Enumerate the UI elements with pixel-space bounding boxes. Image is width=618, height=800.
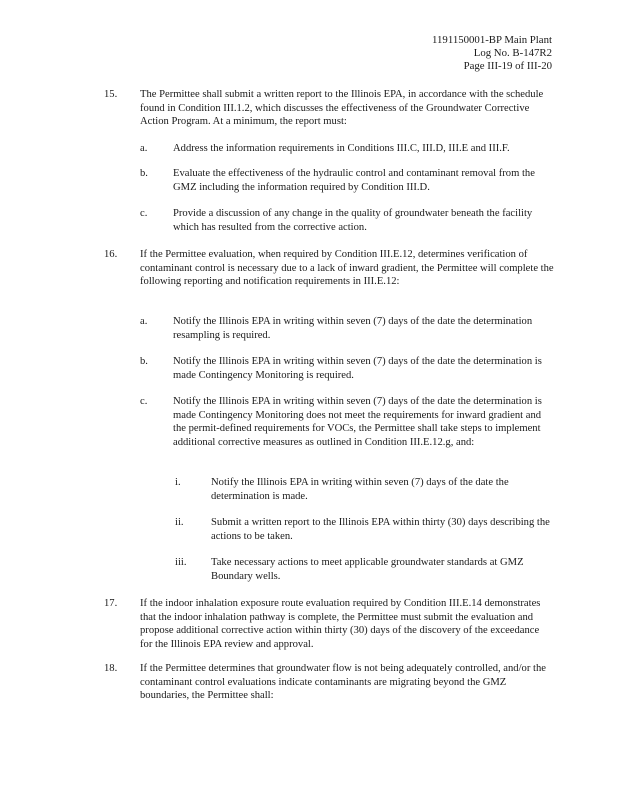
- subitem-label: a.: [140, 143, 148, 154]
- subitem-text: Provide a discussion of any change in the quality of groundwater beneath the facility which has resulted from the corrective action.: [173, 208, 533, 233]
- item-number: 17.: [104, 598, 118, 609]
- page-header: [432, 34, 552, 73]
- subitem-text: Evaluate the effectiveness of the hydraulic control and contaminant removal from the GMZ including the information required by Condition III.D.: [173, 168, 535, 193]
- item-text: The Permittee shall submit a written report to the Illinois EPA, in accordance with the schedule found in Condition III.1.2, which discusses the effectiveness of the Groundwater Corrective Action Program. At a minimum, the report must:: [140, 89, 544, 128]
- subsubitem-text: Take necessary actions to meet applicable groundwater standards at GMZ Boundary wells.: [211, 557, 524, 582]
- subsubitem-label: ii.: [175, 517, 184, 528]
- item-text: If the Permittee determines that groundwater flow is not being adequately controlled, and/or the contaminant control evaluations indicate contaminants are migrating beyond the GMZ boundaries, the Permittee shall:: [140, 663, 546, 702]
- subitem-label: c.: [140, 396, 148, 407]
- item-number: 16.: [104, 249, 118, 260]
- subsubitem-text: Submit a written report to the Illinois EPA within thirty (30) days describing the actions to be taken.: [211, 517, 550, 542]
- subsubitem-label: i.: [175, 477, 181, 488]
- subitem-text: Notify the Illinois EPA in writing within seven (7) days of the date the determination is made Contingency Monitoring is required.: [173, 356, 542, 381]
- subsubitem-text: Notify the Illinois EPA in writing within seven (7) days of the date the determination is made.: [211, 477, 509, 502]
- facility-id: 1191150001-BP Main Plant: [432, 34, 552, 46]
- item-text: If the Permittee evaluation, when required by Condition III.E.12, determines verification of contaminant control is necessary due to a lack of inward gradient, the Permittee will complete the following reporting and notification requirements in III.E.12:: [140, 249, 554, 288]
- subsubitem-label: iii.: [175, 557, 187, 568]
- subitem-label: b.: [140, 168, 148, 179]
- subitem-label: b.: [140, 356, 148, 367]
- log-number: Log No. B-147R2: [473, 47, 552, 59]
- item-number: 18.: [104, 663, 118, 674]
- item-number: 15.: [104, 89, 118, 100]
- subitem-text: Notify the Illinois EPA in writing within seven (7) days of the date the determination resampling is required.: [173, 316, 533, 341]
- subitem-text: Address the information requirements in Conditions III.C, III.D, III.E and III.F.: [173, 143, 510, 154]
- page-number: Page III-19 of III-20: [463, 60, 552, 72]
- subitem-label: c.: [140, 208, 148, 219]
- item-text: If the indoor inhalation exposure route evaluation required by Condition III.E.14 demonstrates that the indoor inhalation pathway is complete, the Permittee must submit the evaluation and propose additional corrective action within thirty (30) days of the discovery of the exceedance for the Illinois EPA review and approval.: [140, 598, 541, 650]
- subitem-label: a.: [140, 316, 148, 327]
- subitem-text: Notify the Illinois EPA in writing within seven (7) days of the date the determination is made Contingency Monitoring does not meet the requirements for inward gradient and the permit-defined requirements for VOCs, the Permittee shall take steps to implement additional corrective measures as outlined in Condition III.E.12.g, and:: [173, 396, 542, 448]
